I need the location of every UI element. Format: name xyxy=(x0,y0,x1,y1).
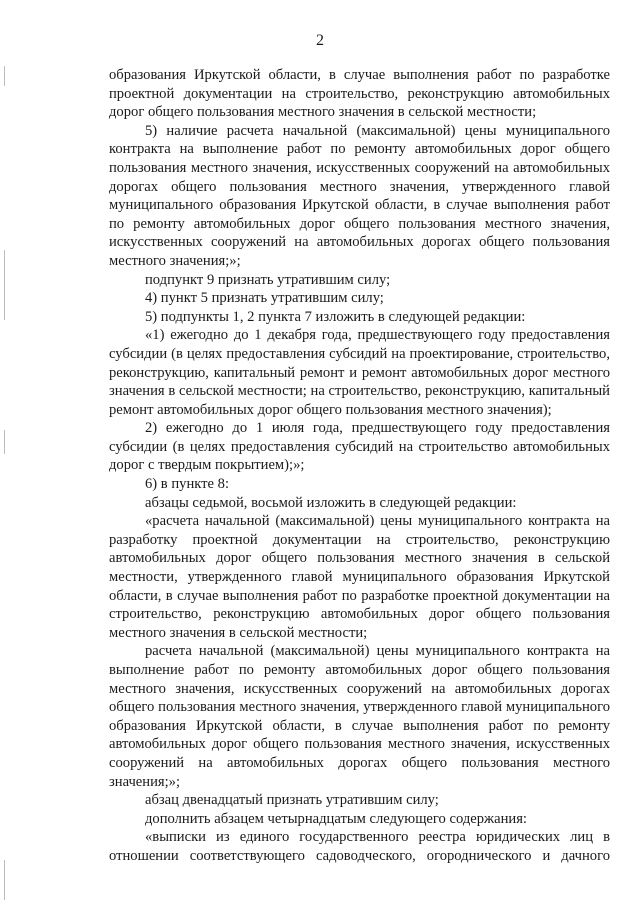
paragraph: 2) ежегодно до 1 июля года, предшествующего году предоставления субсидии (в целях предоставления субсидий на строительство автомобильных дорог с твердым покрытием);»; xyxy=(109,420,610,474)
document-body xyxy=(109,66,610,866)
paragraph: 6) в пункте 8: xyxy=(145,476,230,493)
scan-margin-mark xyxy=(4,250,5,320)
paragraph: 5) подпункты 1, 2 пункта 7 изложить в следующей редакции: xyxy=(145,308,526,325)
scan-margin-mark xyxy=(4,430,5,454)
paragraph: «1) ежегодно до 1 декабря года, предшествующего году предоставления субсидии (в целях предоставления субсидий на проектирование, строительство, реконструкцию, капитальный ремонт и ремонт автомобильных дорог местного значения в сельской местности; на строительство, реконструкцию, капитальный ремонт автомобильных дорог общего пользования местного значения); xyxy=(109,327,610,418)
paragraph: дополнить абзацем четырнадцатым следующего содержания: xyxy=(145,810,527,827)
page-number: 2 xyxy=(316,32,324,49)
paragraph: 5) наличие расчета начальной (максимальной) цены муниципального контракта на выполнение работ по ремонту автомобильных дорог общего пользования местного значения, искусственных сооружений на автомобильных дорогах общего пользования местного значения, утвержденного главой муниципального образования Иркутской области, в случае выполнения работ по ремонту автомобильных дорог общего пользования местного значения, искусственных сооружений на автомобильных дорогах общего пользования местного значения;»; xyxy=(109,122,610,269)
paragraph: расчета начальной (максимальной) цены муниципального контракта на выполнение работ по ремонту автомобильных дорог общего пользования местного значения, искусственных сооружений на автомобильных дорогах общего пользования местного значения, утвержденного главой муниципального образования Иркутской области, в случае выполнения работ по ремонту автомобильных дорог общего пользования местного значения, искусственных сооружений на автомобильных дорогах общего пользования местного значения;»; xyxy=(109,643,610,790)
paragraph: абзацы седьмой, восьмой изложить в следующей редакции: xyxy=(145,494,517,511)
paragraph: образования Иркутской области, в случае выполнения работ по разработке проектной документации на строительство, реконструкцию автомобильных дорог общего пользования местного значения в сельской местности; xyxy=(109,67,610,121)
paragraph: абзац двенадцатый признать утратившим силу; xyxy=(145,792,439,809)
paragraph: «выписки из единого государственного реестра юридических лиц в отношении соответствующего садоводческого, огороднического и дачного xyxy=(109,829,610,864)
paragraph: «расчета начальной (максимальной) цены муниципального контракта на разработку проектной документации на строительство, реконструкцию автомобильных дорог общего пользования местного значения в сельской местности, утвержденного главой муниципального образования Иркутской области, в случае выполнения работ по разработке проектной документации на строительство, реконструкцию автомобильных дорог общего пользования местного значения в сельской местности; xyxy=(109,513,610,641)
paragraph: 4) пункт 5 признать утратившим силу; xyxy=(145,290,384,307)
paragraph: подпункт 9 признать утратившим силу; xyxy=(145,271,391,288)
scan-margin-mark xyxy=(4,860,5,900)
scan-margin-mark xyxy=(4,66,5,86)
